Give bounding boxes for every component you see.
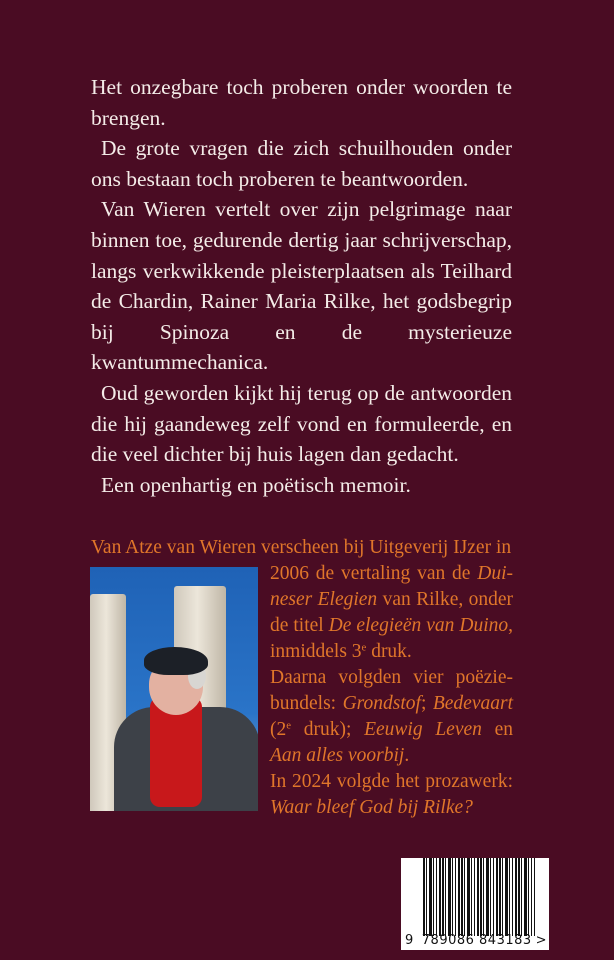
bio-body bbox=[270, 561, 513, 821]
bio-text: ; bbox=[420, 693, 433, 714]
bio-text: . bbox=[404, 745, 410, 766]
superscript: e bbox=[361, 641, 367, 654]
superscript: e bbox=[286, 719, 292, 732]
blurb-paragraph: Oud geworden kijkt hij terug op de antwoorden die hij gaandeweg zelf vond en formuleerde, en die veel dichter bij huis lagen dan gedacht. bbox=[91, 380, 512, 467]
bio-text: In 2024 volgde het prozawerk: bbox=[270, 771, 513, 792]
quiet-zone-arrow-icon: > bbox=[535, 933, 548, 948]
isbn-prefix: 9 bbox=[405, 933, 414, 948]
bio-text: en bbox=[481, 719, 513, 740]
book-title: Aan alles voorbij bbox=[270, 745, 405, 766]
isbn-number bbox=[405, 933, 548, 948]
bio-text: druk. bbox=[366, 641, 412, 662]
bio-text: , inmiddels 3 bbox=[270, 615, 513, 662]
book-title: Bedevaart bbox=[432, 693, 513, 714]
bio-paragraph-poetry bbox=[270, 665, 513, 769]
blurb-paragraph: Van Wieren vertelt over zijn pelgrimage naar binnen toe, gedurende dertig jaar schrijverschap, langs verkwikkende pleisterplaatsen als Teilhard de Chardin, Rainer Maria Rilke, het godsbegrip bij Spinoza en de mysterieuze kwantummechanica. bbox=[91, 197, 512, 375]
book-title: Duineser Elegien bbox=[270, 563, 513, 610]
blurb-paragraph: Een openhartig en poëtisch memoir. bbox=[101, 472, 411, 497]
book-title: Eeuwig Leven bbox=[364, 719, 482, 740]
book-title: De elegieën van Duino bbox=[328, 615, 509, 636]
barcode-bars bbox=[423, 858, 535, 936]
bio-text: (2 bbox=[270, 719, 287, 740]
book-title: Grondstof bbox=[342, 693, 421, 714]
book-title: Waar bleef God bij Rilke? bbox=[270, 797, 473, 818]
isbn-barcode bbox=[401, 858, 549, 950]
bio-text: Daarna volgden vier poëziebundels: bbox=[270, 667, 513, 714]
blurb-paragraph: Het onzegbare toch proberen onder woorden te brengen. bbox=[91, 75, 512, 130]
bio-paragraph-translation bbox=[270, 561, 513, 665]
bio-text: 2006 de vertaling van de bbox=[270, 563, 478, 584]
bio-text: druk); bbox=[291, 719, 365, 740]
author-photo bbox=[90, 567, 258, 811]
back-cover-blurb bbox=[91, 72, 512, 500]
bio-text: van Rilke, onder de titel bbox=[270, 589, 513, 636]
bio-paragraph-prose bbox=[270, 769, 513, 821]
beret bbox=[144, 647, 208, 675]
blurb-paragraph: De grote vragen die zich schuilhouden onder ons bestaan toch proberen te beantwoorden. bbox=[91, 136, 512, 191]
isbn-digits: 789086 843183 bbox=[421, 933, 532, 948]
bio-lead-line: Van Atze van Wieren verscheen bij Uitgeverij IJzer in bbox=[91, 537, 512, 558]
author-bio bbox=[91, 535, 513, 818]
